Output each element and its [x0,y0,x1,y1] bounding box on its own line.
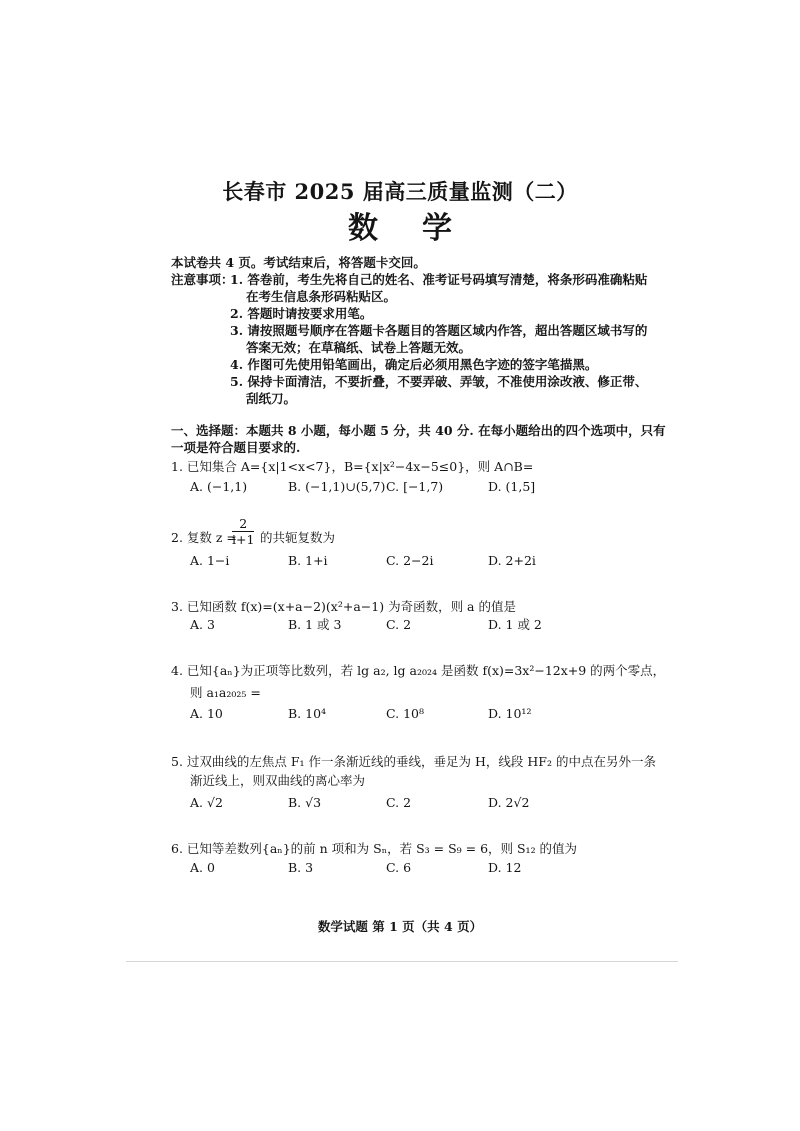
question-2-option-c: C. 2−2i [386,553,434,568]
question-3-stem: 3. 已知函数 f(x)=(x+a−2)(x²+a−1) 为奇函数，则 a 的值是 [171,599,516,614]
question-5-stem-cont: 渐近线上，则双曲线的离心率为 [190,773,366,788]
question-4-option-d: D. 10¹² [488,706,532,721]
question-2-stem-suffix: 的共轭复数为 [260,530,336,545]
fraction-numerator: 2 [232,516,254,532]
divider [126,961,678,962]
note-1: 1. 答卷前，考生先将自己的姓名、准考证号码填写清楚，将条形码准确粘贴 [230,272,648,287]
section-heading-cont: 一项是符合题目要求的. [171,440,301,455]
exam-title: 长春市 2025 届高三质量监测（二） [222,179,578,204]
subject-title: 数学 [348,211,496,246]
note-3-cont: 答案无效；在草稿纸、试卷上答题无效。 [246,340,472,355]
question-3-option-b: B. 1 或 3 [288,617,342,632]
question-2-fraction [232,516,254,547]
question-6-stem: 6. 已知等差数列{aₙ}的前 n 项和为 Sₙ，若 S₃ = S₉ = 6，则 S₁₂ 的值为 [171,841,578,856]
question-5-option-d: D. 2√2 [488,795,530,810]
question-6-option-c: C. 6 [386,860,412,875]
question-1-option-c: C. [−1,7) [386,479,444,494]
question-2-option-b: B. 1+i [288,553,328,568]
question-3-option-d: D. 1 或 2 [488,617,542,632]
question-1-option-b: B. (−1,1)∪(5,7) [288,479,386,494]
fraction-denominator: i+1 [232,532,255,547]
note-3: 3. 请按照题号顺序在答题卡各题目的答题区域内作答，超出答题区域书写的 [230,323,648,338]
question-6-option-b: B. 3 [288,860,314,875]
question-4-option-c: C. 10⁸ [386,706,424,721]
question-6-option-a: A. 0 [190,860,215,875]
question-5-option-b: B. √3 [288,795,322,810]
question-2-option-a: A. 1−i [190,553,230,568]
question-4-stem-cont: 则 a₁a₂₀₂₅ = [190,685,261,700]
question-3-option-a: A. 3 [190,617,215,632]
question-4-stem: 4. 已知{aₙ}为正项等比数列，若 lg a₂, lg a₂₀₂₄ 是函数 f(x)=3x²−12x+9 的两个零点， [171,663,666,678]
question-4-option-a: A. 10 [190,706,223,721]
note-5-cont: 刮纸刀。 [246,391,297,406]
question-5-option-a: A. √2 [190,795,223,810]
question-1-option-a: A. (−1,1) [190,479,248,494]
question-6-option-d: D. 12 [488,860,522,875]
question-5-option-c: C. 2 [386,795,412,810]
intro-line: 本试卷共 4 页。考试结束后，将答题卡交回。 [171,255,426,270]
question-1-stem: 1. 已知集合 A={x|1<x<7}，B={x|x²−4x−5≤0}，则 A∩B= [171,459,534,474]
question-2-option-d: D. 2+2i [488,553,536,568]
question-1-option-d: D. (1,5] [488,479,536,494]
page-footer: 数学试题 第 1 页（共 4 页） [317,919,483,934]
note-4: 4. 作图可先使用铅笔画出，确定后必须用黑色字迹的签字笔描黑。 [230,357,598,372]
note-1-cont: 在考生信息条形码粘贴区。 [246,289,397,304]
note-5: 5. 保持卡面清洁，不要折叠，不要弄破、弄皱，不准使用涂改液、修正带、 [230,374,648,389]
note-2: 2. 答题时请按要求用笔。 [230,306,373,321]
question-4-option-b: B. 10⁴ [288,706,327,721]
section-heading: 一、选择题：本题共 8 小题，每小题 5 分，共 40 分. 在每小题给出的四个选项中，只有 [171,423,666,438]
question-3-option-c: C. 2 [386,617,412,632]
question-2-stem-prefix: 2. 复数 z = [171,530,237,545]
question-5-stem: 5. 过双曲线的左焦点 F₁ 作一条渐近线的垂线，垂足为 H，线段 HF₂ 的中点在另外一条 [171,754,656,769]
notes-label: 注意事项： [171,272,234,287]
